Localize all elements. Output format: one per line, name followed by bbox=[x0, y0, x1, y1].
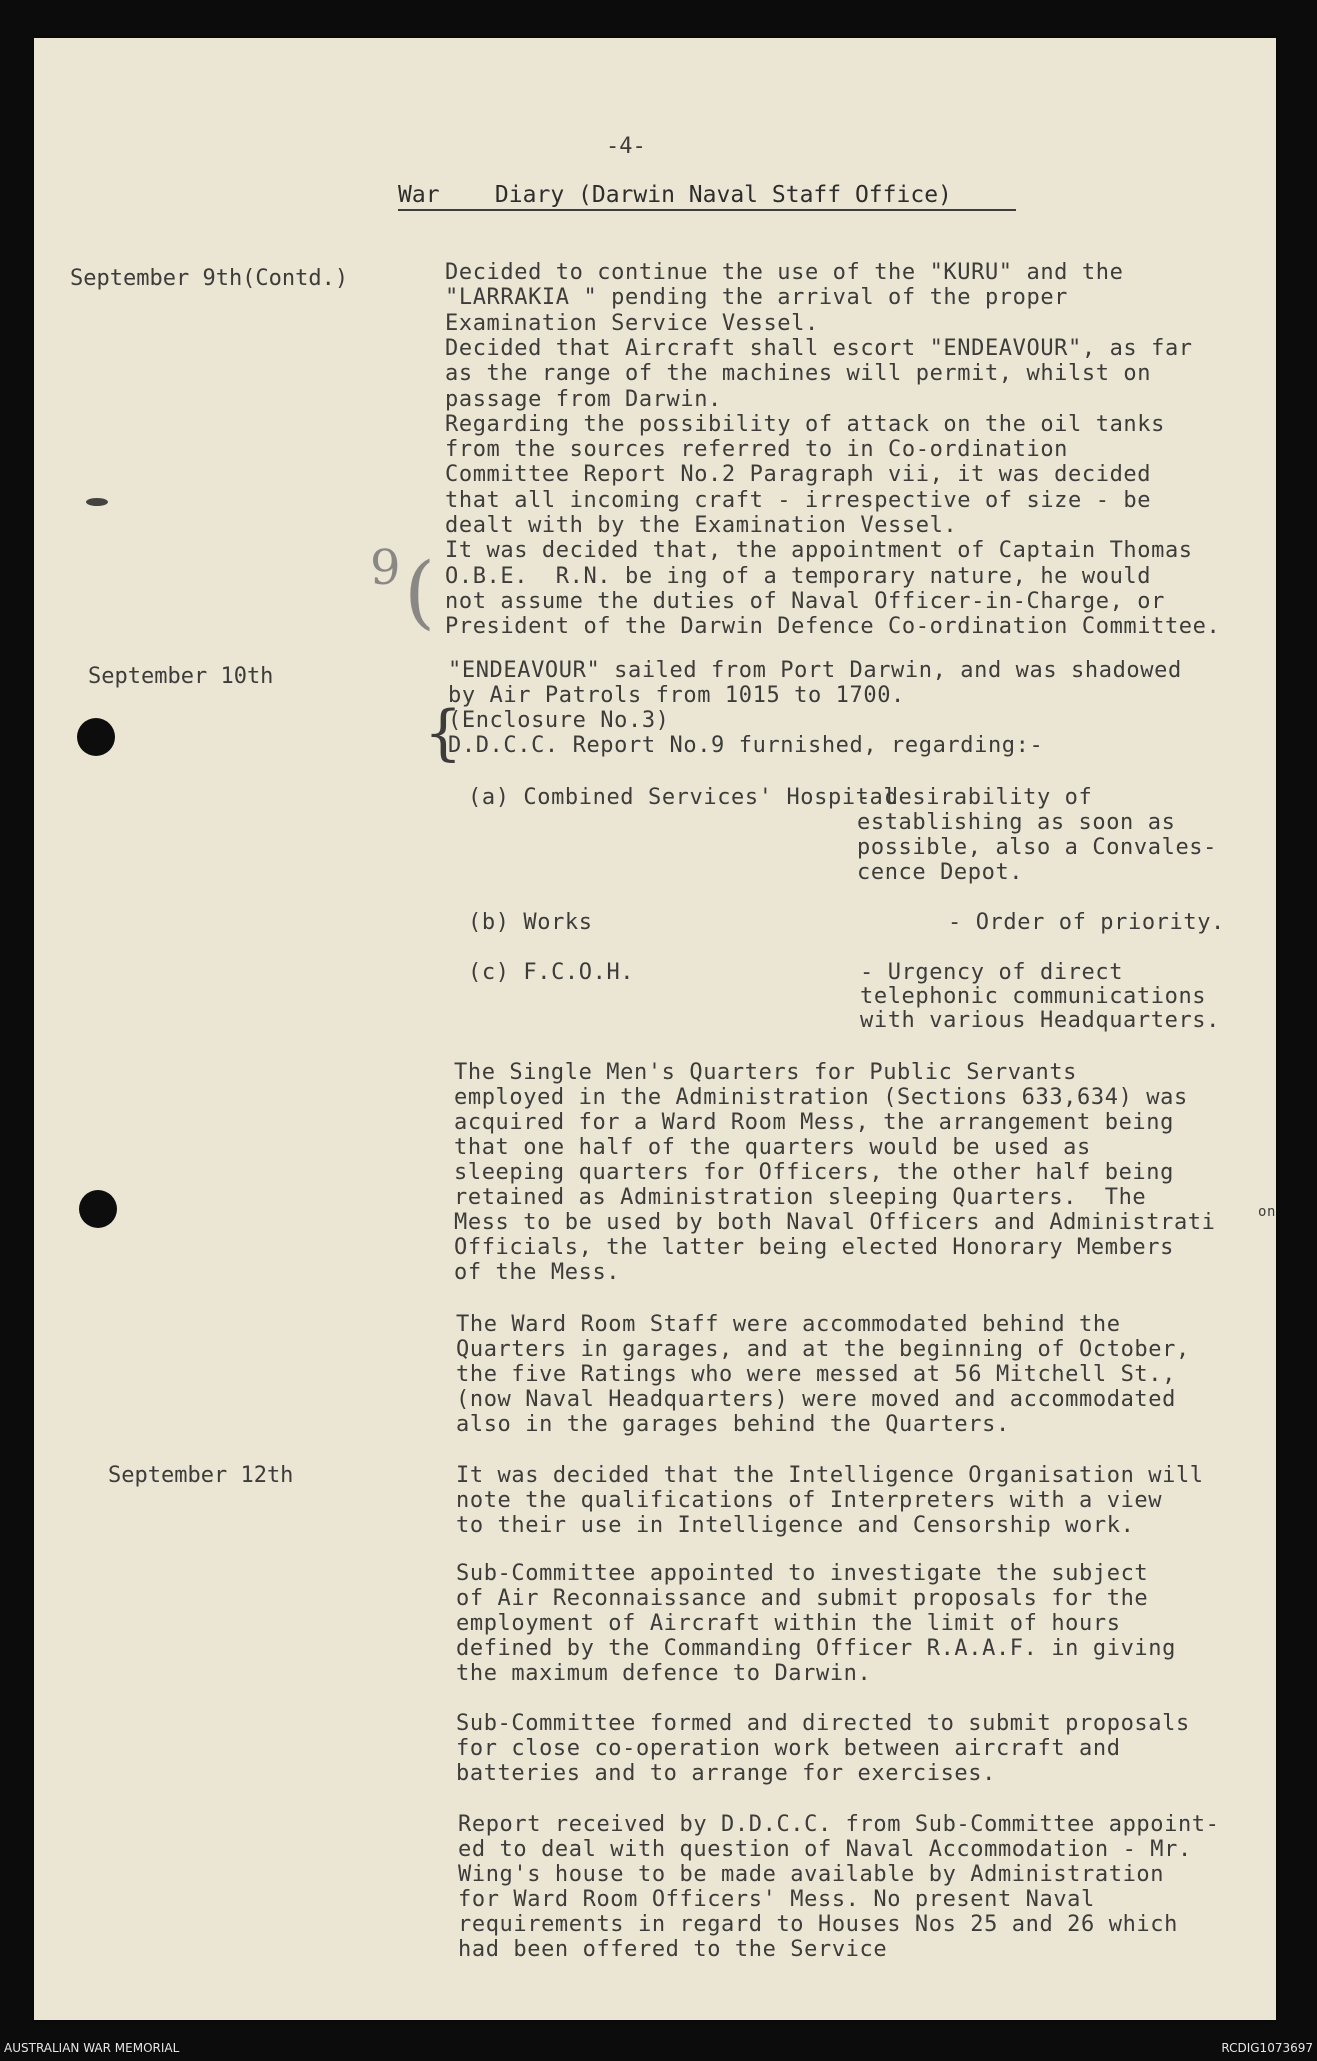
sep9-line: as the range of the machines will permit, whilst on bbox=[445, 361, 1152, 387]
date-september-12th: September 12th bbox=[108, 1463, 294, 1488]
sep9-line: It was decided that, the appointment of Captain Thomas bbox=[445, 538, 1193, 564]
sep9-line: that all incoming craft - irrespective of size - be bbox=[445, 487, 1152, 513]
sep12-p4-line: for Ward Room Officers' Mess. No present Naval bbox=[458, 1887, 1095, 1912]
item-a-line: - desirability of bbox=[857, 785, 1093, 810]
item-b-description: - Order of priority. bbox=[948, 910, 1225, 935]
sep9-line: Decided to continue the use of the "KURU" and the bbox=[445, 260, 1124, 285]
sep9-line: passage from Darwin. bbox=[445, 386, 722, 412]
sep9-line: President of the Darwin Defence Co-ordination Committee. bbox=[445, 614, 1221, 640]
title-underline bbox=[398, 209, 1016, 211]
pencil-annotation: 9 bbox=[370, 540, 401, 596]
item-c-label: (c) F.C.O.H. bbox=[468, 960, 635, 985]
sep9-line: dealt with by the Examination Vessel. bbox=[445, 513, 958, 538]
staff-line: The Ward Room Staff were accommodated behind the bbox=[456, 1312, 1121, 1337]
page-number: -4- bbox=[606, 134, 646, 159]
item-a-line: establishing as soon as bbox=[857, 810, 1176, 835]
sep10-line: "ENDEAVOUR" sailed from Port Darwin, and was shadowed bbox=[448, 658, 1182, 683]
sep12-p4-line: had been offered to the Service bbox=[458, 1937, 888, 1962]
sep9-line: Decided that Aircraft shall escort "ENDEAVOUR", as far bbox=[445, 335, 1193, 361]
mess-line: Mess to be used by both Naval Officers and Administrati bbox=[454, 1210, 1216, 1235]
mess-line: acquired for a Ward Room Mess, the arrangement being bbox=[454, 1110, 1174, 1135]
ink-mark bbox=[86, 498, 108, 506]
brace-icon: { bbox=[424, 698, 463, 768]
sep12-p4-line: ed to deal with question of Naval Accommodation - Mr. bbox=[458, 1837, 1192, 1862]
staff-line: the five Ratings who were messed at 56 Mitchell St., bbox=[456, 1362, 1176, 1387]
mess-line: Officials, the latter being elected Honorary Members bbox=[454, 1235, 1174, 1260]
sep12-p2-line: of Air Reconnaissance and submit proposals for the bbox=[456, 1586, 1149, 1611]
item-a-line: cence Depot. bbox=[857, 860, 1024, 885]
sep12-p2-line: employment of Aircraft within the limit of hours bbox=[456, 1611, 1121, 1636]
footer-source: AUSTRALIAN WAR MEMORIAL bbox=[4, 2041, 180, 2055]
item-a-line: possible, also a Convales- bbox=[857, 835, 1217, 860]
mess-line: sleeping quarters for Officers, the other half being bbox=[454, 1160, 1174, 1185]
sep12-p2-line: defined by the Commanding Officer R.A.A.F. in giving bbox=[456, 1636, 1176, 1661]
sep9-line: Committee Report No.2 Paragraph vii, it was decided bbox=[445, 462, 1152, 488]
date-september-9th: September 9th(Contd.) bbox=[70, 266, 349, 291]
sep9-line: not assume the duties of Naval Officer-in-Charge, or bbox=[445, 588, 1165, 614]
sep12-p3-line: batteries and to arrange for exercises. bbox=[456, 1761, 996, 1786]
mess-line: that one half of the quarters would be used as bbox=[454, 1135, 1091, 1160]
item-c-line: telephonic communications bbox=[860, 984, 1207, 1009]
sep12-p1-line: note the qualifications of Interpreters with a view bbox=[456, 1488, 1163, 1513]
sep12-p3-line: Sub-Committee formed and directed to submit proposals bbox=[456, 1711, 1190, 1736]
margin-correction: on bbox=[1258, 1204, 1277, 1220]
mess-line: of the Mess. bbox=[454, 1260, 621, 1285]
staff-line: (now Naval Headquarters) were moved and accommodated bbox=[456, 1387, 1176, 1412]
staff-line: Quarters in garages, and at the beginning of October, bbox=[456, 1337, 1190, 1362]
staff-line: also in the garages behind the Quarters. bbox=[456, 1412, 1010, 1437]
sep12-p4-line: Wing's house to be made available by Administration bbox=[458, 1862, 1165, 1887]
sep12-p2-line: Sub-Committee appointed to investigate the subject bbox=[456, 1561, 1149, 1586]
sep10-line: by Air Patrols from 1015 to 1700. bbox=[448, 683, 905, 708]
item-c-line: with various Headquarters. bbox=[860, 1008, 1220, 1033]
pencil-bracket-icon: ( bbox=[404, 545, 436, 638]
mess-line: The Single Men's Quarters for Public Servants bbox=[454, 1060, 1078, 1085]
date-september-10th: September 10th bbox=[88, 664, 274, 689]
sep10-line: D.D.C.C. Report No.9 furnished, regarding:- bbox=[448, 733, 1044, 758]
sep10-line: (Enclosure No.3) bbox=[448, 708, 670, 733]
punch-hole-lower bbox=[79, 1190, 117, 1228]
sep9-line: Regarding the possibility of attack on the oil tanks bbox=[445, 411, 1165, 437]
footer-reference: RCDIG1073697 bbox=[1221, 2041, 1313, 2055]
sep9-line: Examination Service Vessel. bbox=[445, 310, 819, 336]
page-title: War Diary (Darwin Naval Staff Office) bbox=[398, 182, 952, 208]
sep9-line: from the sources referred to in Co-ordination bbox=[445, 437, 1069, 463]
sep12-p3-line: for close co-operation work between aircraft and bbox=[456, 1736, 1121, 1761]
sep9-line: "LARRAKIA " pending the arrival of the proper bbox=[445, 285, 1069, 311]
sep12-p4-line: requirements in regard to Houses Nos 25 and 26 which bbox=[458, 1912, 1178, 1937]
sep12-p4-line: Report received by D.D.C.C. from Sub-Committee appoint- bbox=[458, 1812, 1220, 1837]
sep12-p2-line: the maximum defence to Darwin. bbox=[456, 1661, 872, 1686]
mess-line: retained as Administration sleeping Quarters. The bbox=[454, 1185, 1147, 1210]
item-b-label: (b) Works bbox=[468, 910, 593, 935]
item-a-label: (a) Combined Services' Hospital bbox=[468, 785, 898, 810]
sep12-p1-line: It was decided that the Intelligence Organisation will bbox=[456, 1463, 1204, 1488]
sep9-line: O.B.E. R.N. be ing of a temporary nature, he would bbox=[445, 563, 1152, 589]
item-c-line: - Urgency of direct bbox=[860, 960, 1124, 985]
sep12-p1-line: to their use in Intelligence and Censorship work. bbox=[456, 1513, 1135, 1538]
mess-line: employed in the Administration (Sections 633,634) was bbox=[454, 1085, 1188, 1110]
punch-hole-upper bbox=[77, 718, 115, 756]
